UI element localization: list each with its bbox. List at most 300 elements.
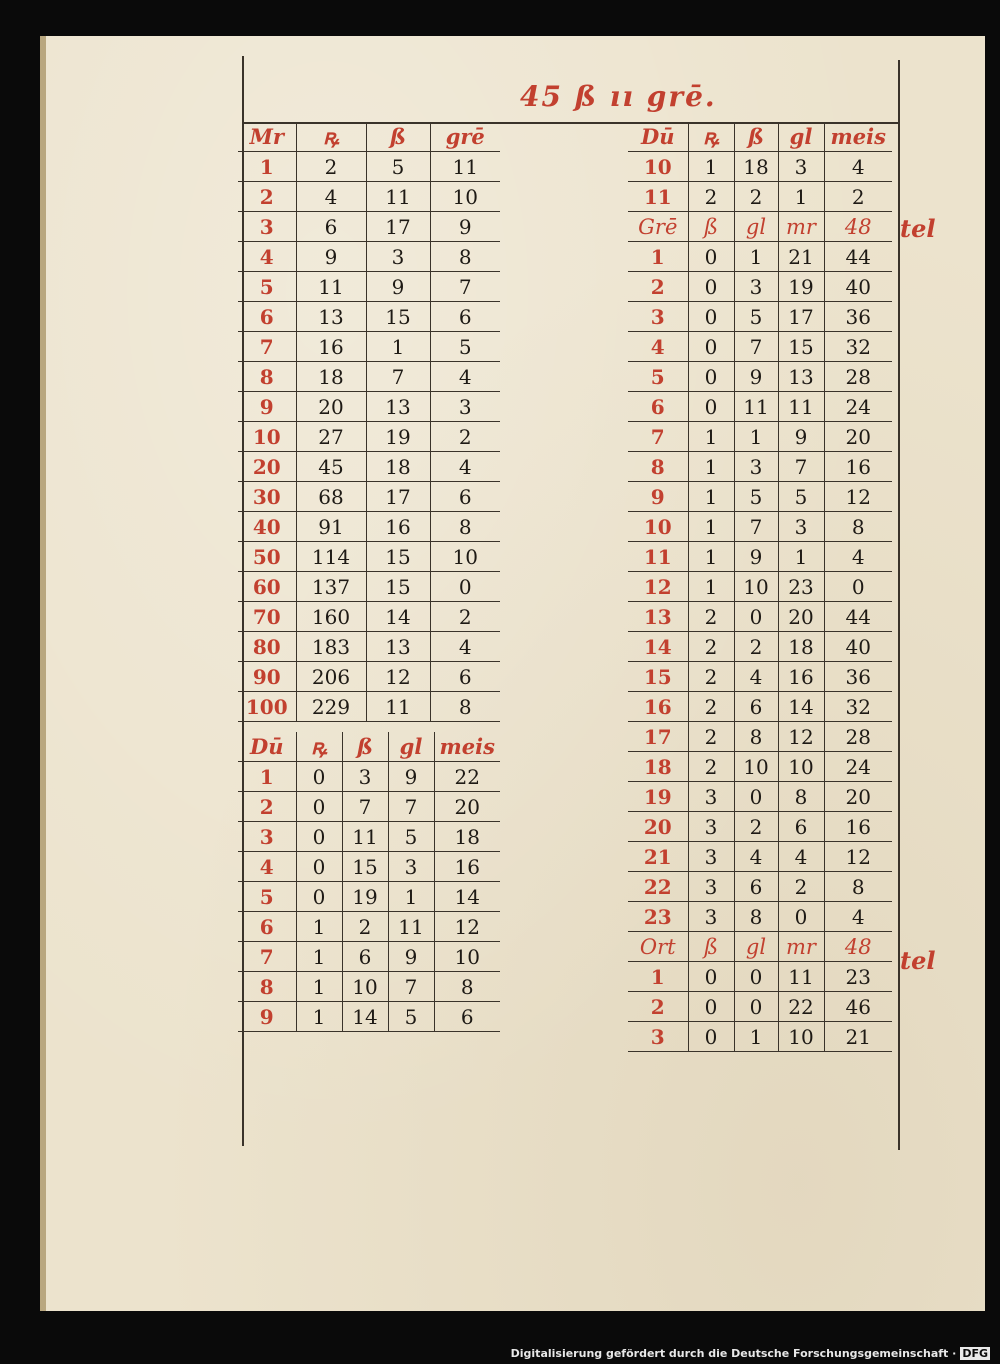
right-table-header xyxy=(628,122,892,152)
table-cell: 9 xyxy=(734,362,778,392)
col-header: Ort xyxy=(628,932,688,962)
table-cell: 3 xyxy=(778,152,824,182)
table-cell: 14 xyxy=(434,882,500,912)
table-cell: 0 xyxy=(296,822,342,852)
table-row xyxy=(238,392,500,422)
table-cell: 10 xyxy=(734,572,778,602)
table-row xyxy=(238,182,500,212)
table-cell: 4 xyxy=(778,842,824,872)
row-key-cell: 2 xyxy=(628,272,688,302)
table-row xyxy=(628,752,892,782)
table-cell: 5 xyxy=(388,1002,434,1032)
table-cell: 7 xyxy=(734,512,778,542)
table-row xyxy=(628,452,892,482)
table-cell: 1 xyxy=(688,422,734,452)
table-cell: 2 xyxy=(734,632,778,662)
table-cell: 68 xyxy=(296,482,366,512)
table-row xyxy=(238,452,500,482)
table-cell: 7 xyxy=(388,792,434,822)
row-key-cell: 5 xyxy=(238,272,296,302)
row-key-cell: 17 xyxy=(628,722,688,752)
table-row xyxy=(628,842,892,872)
table-cell: 4 xyxy=(824,902,892,932)
col-header: gl xyxy=(388,732,434,762)
table-cell: 13 xyxy=(366,632,430,662)
left-table xyxy=(238,122,500,722)
table-cell: 28 xyxy=(824,362,892,392)
table-cell: 3 xyxy=(366,242,430,272)
col-header: ꝶ xyxy=(688,122,734,152)
table-row xyxy=(628,392,892,422)
table-row xyxy=(238,542,500,572)
table-cell: 0 xyxy=(296,852,342,882)
table-cell: 5 xyxy=(430,332,500,362)
row-key-cell: 9 xyxy=(238,1002,296,1032)
table-cell: 4 xyxy=(296,182,366,212)
table-cell: 10 xyxy=(778,1022,824,1052)
table-cell: 15 xyxy=(366,542,430,572)
col-header: meis xyxy=(824,122,892,152)
table-cell: 6 xyxy=(430,482,500,512)
table-cell: 9 xyxy=(388,942,434,972)
table-cell: 4 xyxy=(430,452,500,482)
footer-text: Digitalisierung gefördert durch die Deutsche Forschungsgemeinschaft · xyxy=(510,1347,957,1360)
table-cell: 1 xyxy=(688,482,734,512)
col-header: ß xyxy=(688,932,734,962)
table-cell: 18 xyxy=(778,632,824,662)
section-header-row xyxy=(628,212,892,242)
table-cell: 22 xyxy=(778,992,824,1022)
col-header: ꝶ xyxy=(296,732,342,762)
table-row xyxy=(238,692,500,722)
table-cell: 2 xyxy=(342,912,388,942)
table-cell: 20 xyxy=(824,422,892,452)
table-cell: 5 xyxy=(388,822,434,852)
table-cell: 206 xyxy=(296,662,366,692)
table-cell: 10 xyxy=(430,542,500,572)
row-key-cell: 11 xyxy=(628,542,688,572)
table-cell: 2 xyxy=(688,182,734,212)
table-cell: 0 xyxy=(734,962,778,992)
col-header: gl xyxy=(734,932,778,962)
table-cell: 28 xyxy=(824,722,892,752)
table-cell: 1 xyxy=(296,972,342,1002)
table-cell: 18 xyxy=(734,152,778,182)
table-cell: 0 xyxy=(688,962,734,992)
table-cell: 8 xyxy=(434,972,500,1002)
page-header: 45 ß ıı grē. xyxy=(520,80,717,113)
table-cell: 3 xyxy=(688,872,734,902)
table-row xyxy=(238,912,500,942)
table-cell: 6 xyxy=(434,1002,500,1032)
table-cell: 40 xyxy=(824,632,892,662)
table-cell: 13 xyxy=(778,362,824,392)
left-table-header xyxy=(238,122,500,152)
table-cell: 5 xyxy=(734,302,778,332)
table-cell: 8 xyxy=(734,722,778,752)
table-cell: 6 xyxy=(430,302,500,332)
table-cell: 18 xyxy=(366,452,430,482)
table-cell: 17 xyxy=(778,302,824,332)
table-cell: 8 xyxy=(778,782,824,812)
table-cell: 0 xyxy=(688,242,734,272)
table-cell: 8 xyxy=(734,902,778,932)
row-key-cell: 50 xyxy=(238,542,296,572)
table-cell: 11 xyxy=(734,392,778,422)
table-row xyxy=(238,512,500,542)
table-cell: 0 xyxy=(824,572,892,602)
table-cell: 16 xyxy=(824,452,892,482)
table-cell: 2 xyxy=(688,632,734,662)
table-cell: 4 xyxy=(430,362,500,392)
table-cell: 2 xyxy=(296,152,366,182)
table-row xyxy=(628,152,892,182)
row-key-cell: 5 xyxy=(628,362,688,392)
col-header: meis xyxy=(434,732,500,762)
col-header: 48 xyxy=(824,212,892,242)
table-cell: 1 xyxy=(296,912,342,942)
col-header: grē xyxy=(430,122,500,152)
table-cell: 16 xyxy=(824,812,892,842)
table-cell: 4 xyxy=(734,842,778,872)
table-cell: 12 xyxy=(366,662,430,692)
table-cell: 2 xyxy=(430,422,500,452)
table-cell: 11 xyxy=(430,152,500,182)
table-cell: 24 xyxy=(824,752,892,782)
table-cell: 1 xyxy=(734,242,778,272)
table-cell: 3 xyxy=(688,902,734,932)
row-key-cell: 10 xyxy=(628,512,688,542)
table-cell: 20 xyxy=(824,782,892,812)
row-key-cell: 5 xyxy=(238,882,296,912)
table-cell: 1 xyxy=(688,152,734,182)
table-cell: 1 xyxy=(778,542,824,572)
table-cell: 21 xyxy=(824,1022,892,1052)
row-key-cell: 30 xyxy=(238,482,296,512)
table-cell: 2 xyxy=(688,662,734,692)
table-cell: 160 xyxy=(296,602,366,632)
table-cell: 183 xyxy=(296,632,366,662)
table-cell: 16 xyxy=(778,662,824,692)
table-cell: 0 xyxy=(430,572,500,602)
table-cell: 46 xyxy=(824,992,892,1022)
col-header: gl xyxy=(778,122,824,152)
table-cell: 13 xyxy=(366,392,430,422)
table-cell: 15 xyxy=(342,852,388,882)
table-cell: 17 xyxy=(366,212,430,242)
table-row xyxy=(628,1022,892,1052)
table-cell: 3 xyxy=(430,392,500,422)
table-row xyxy=(238,792,500,822)
table-row xyxy=(628,572,892,602)
table-cell: 0 xyxy=(688,992,734,1022)
table-cell: 2 xyxy=(824,182,892,212)
row-key-cell: 60 xyxy=(238,572,296,602)
table-cell: 10 xyxy=(778,752,824,782)
table-row xyxy=(628,332,892,362)
table-cell: 7 xyxy=(342,792,388,822)
row-key-cell: 3 xyxy=(628,302,688,332)
table-row xyxy=(628,512,892,542)
table-cell: 1 xyxy=(388,882,434,912)
row-key-cell: 9 xyxy=(628,482,688,512)
footer xyxy=(511,1347,990,1360)
table-row xyxy=(628,242,892,272)
table-row xyxy=(238,272,500,302)
row-key-cell: 18 xyxy=(628,752,688,782)
col-header: ß xyxy=(366,122,430,152)
table-cell: 3 xyxy=(734,272,778,302)
table-cell: 0 xyxy=(688,332,734,362)
row-key-cell: 13 xyxy=(628,602,688,632)
table-cell: 2 xyxy=(688,692,734,722)
table-cell: 12 xyxy=(824,842,892,872)
row-key-cell: 6 xyxy=(238,302,296,332)
table-cell: 1 xyxy=(296,942,342,972)
table-cell: 10 xyxy=(430,182,500,212)
table-cell: 5 xyxy=(778,482,824,512)
table-row xyxy=(238,662,500,692)
table-cell: 91 xyxy=(296,512,366,542)
table-cell: 12 xyxy=(824,482,892,512)
row-key-cell: 6 xyxy=(238,912,296,942)
row-key-cell: 19 xyxy=(628,782,688,812)
table-cell: 2 xyxy=(734,182,778,212)
table-cell: 2 xyxy=(778,872,824,902)
table-cell: 11 xyxy=(342,822,388,852)
table-cell: 20 xyxy=(778,602,824,632)
table-cell: 0 xyxy=(296,762,342,792)
table-cell: 20 xyxy=(296,392,366,422)
table-row xyxy=(238,302,500,332)
left-subtable xyxy=(238,732,500,1032)
table-row xyxy=(238,332,500,362)
table-cell: 1 xyxy=(688,542,734,572)
table-cell: 4 xyxy=(430,632,500,662)
table-cell: 3 xyxy=(734,452,778,482)
table-row xyxy=(238,942,500,972)
table-cell: 9 xyxy=(296,242,366,272)
table-cell: 19 xyxy=(778,272,824,302)
row-key-cell: 12 xyxy=(628,572,688,602)
table-row xyxy=(238,632,500,662)
table-cell: 44 xyxy=(824,602,892,632)
table-cell: 2 xyxy=(688,752,734,782)
table-cell: 0 xyxy=(688,302,734,332)
col-header: ß xyxy=(688,212,734,242)
col-header: Grē xyxy=(628,212,688,242)
col-header: 48 xyxy=(824,932,892,962)
table-cell: 18 xyxy=(434,822,500,852)
col-header: ß xyxy=(734,122,778,152)
table-cell: 2 xyxy=(430,602,500,632)
table-cell: 1 xyxy=(688,452,734,482)
table-cell: 23 xyxy=(824,962,892,992)
table-cell: 1 xyxy=(688,512,734,542)
right-table xyxy=(628,122,892,1052)
row-key-cell: 3 xyxy=(238,822,296,852)
col-header: gl xyxy=(734,212,778,242)
table-cell: 0 xyxy=(296,882,342,912)
table-row xyxy=(628,542,892,572)
table-cell: 14 xyxy=(366,602,430,632)
table-cell: 45 xyxy=(296,452,366,482)
table-cell: 2 xyxy=(688,602,734,632)
table-cell: 3 xyxy=(778,512,824,542)
table-row xyxy=(628,272,892,302)
table-cell: 15 xyxy=(366,572,430,602)
table-cell: 8 xyxy=(430,512,500,542)
table-cell: 32 xyxy=(824,692,892,722)
row-key-cell: 16 xyxy=(628,692,688,722)
table-cell: 20 xyxy=(434,792,500,822)
row-key-cell: 1 xyxy=(628,962,688,992)
table-row xyxy=(628,692,892,722)
table-row xyxy=(628,872,892,902)
table-cell: 16 xyxy=(434,852,500,882)
row-key-cell: 20 xyxy=(238,452,296,482)
table-cell: 6 xyxy=(430,662,500,692)
row-key-cell: 100 xyxy=(238,692,296,722)
col-header: mr xyxy=(778,212,824,242)
table-row xyxy=(238,822,500,852)
row-key-cell: 7 xyxy=(238,332,296,362)
table-cell: 7 xyxy=(430,272,500,302)
table-row xyxy=(238,152,500,182)
table-cell: 5 xyxy=(734,482,778,512)
table-cell: 11 xyxy=(366,182,430,212)
row-key-cell: 3 xyxy=(238,212,296,242)
table-cell: 7 xyxy=(366,362,430,392)
table-cell: 11 xyxy=(388,912,434,942)
col-header: ꝶ xyxy=(296,122,366,152)
row-key-cell: 1 xyxy=(238,152,296,182)
table-cell: 3 xyxy=(688,842,734,872)
gre-side-label: tel xyxy=(900,214,936,243)
table-cell: 15 xyxy=(778,332,824,362)
table-row xyxy=(238,882,500,912)
table-cell: 14 xyxy=(778,692,824,722)
table-cell: 8 xyxy=(824,872,892,902)
table-cell: 3 xyxy=(688,782,734,812)
row-key-cell: 2 xyxy=(238,792,296,822)
table-row xyxy=(628,302,892,332)
table-cell: 9 xyxy=(430,212,500,242)
table-row xyxy=(238,602,500,632)
table-cell: 6 xyxy=(734,692,778,722)
row-key-cell: 1 xyxy=(628,242,688,272)
table-cell: 10 xyxy=(734,752,778,782)
table-cell: 22 xyxy=(434,762,500,792)
table-cell: 19 xyxy=(366,422,430,452)
table-row xyxy=(628,962,892,992)
row-key-cell: 4 xyxy=(628,332,688,362)
table-row xyxy=(628,782,892,812)
table-cell: 0 xyxy=(778,902,824,932)
table-cell: 0 xyxy=(688,272,734,302)
table-cell: 9 xyxy=(778,422,824,452)
table-row xyxy=(628,722,892,752)
table-row xyxy=(238,482,500,512)
table-cell: 8 xyxy=(430,242,500,272)
table-row xyxy=(628,632,892,662)
table-cell: 4 xyxy=(734,662,778,692)
table-cell: 24 xyxy=(824,392,892,422)
table-cell: 1 xyxy=(778,182,824,212)
col-header: Dū xyxy=(238,732,296,762)
table-cell: 2 xyxy=(734,812,778,842)
table-cell: 27 xyxy=(296,422,366,452)
row-key-cell: 15 xyxy=(628,662,688,692)
table-cell: 44 xyxy=(824,242,892,272)
table-cell: 9 xyxy=(734,542,778,572)
table-cell: 0 xyxy=(734,602,778,632)
table-cell: 0 xyxy=(734,992,778,1022)
table-cell: 13 xyxy=(296,302,366,332)
row-key-cell: 70 xyxy=(238,602,296,632)
table-row xyxy=(628,362,892,392)
section-header-row xyxy=(628,932,892,962)
row-key-cell: 3 xyxy=(628,1022,688,1052)
row-key-cell: 2 xyxy=(628,992,688,1022)
table-cell: 11 xyxy=(296,272,366,302)
row-key-cell: 8 xyxy=(238,972,296,1002)
row-key-cell: 14 xyxy=(628,632,688,662)
table-cell: 9 xyxy=(366,272,430,302)
row-key-cell: 7 xyxy=(238,942,296,972)
col-header: Dū xyxy=(628,122,688,152)
table-cell: 10 xyxy=(434,942,500,972)
table-row xyxy=(628,422,892,452)
table-cell: 15 xyxy=(366,302,430,332)
table-cell: 137 xyxy=(296,572,366,602)
row-key-cell: 80 xyxy=(238,632,296,662)
left-subtable-header xyxy=(238,732,500,762)
table-cell: 3 xyxy=(342,762,388,792)
row-key-cell: 22 xyxy=(628,872,688,902)
table-cell: 114 xyxy=(296,542,366,572)
table-row xyxy=(238,762,500,792)
table-row xyxy=(238,1002,500,1032)
table-cell: 17 xyxy=(366,482,430,512)
table-cell: 0 xyxy=(734,782,778,812)
table-cell: 1 xyxy=(366,332,430,362)
row-key-cell: 20 xyxy=(628,812,688,842)
table-cell: 0 xyxy=(296,792,342,822)
table-cell: 0 xyxy=(688,362,734,392)
row-key-cell: 11 xyxy=(628,182,688,212)
table-cell: 7 xyxy=(778,452,824,482)
table-cell: 16 xyxy=(366,512,430,542)
table-cell: 6 xyxy=(296,212,366,242)
table-cell: 36 xyxy=(824,302,892,332)
col-header: Mr xyxy=(238,122,296,152)
table-row xyxy=(628,992,892,1022)
table-cell: 16 xyxy=(296,332,366,362)
table-cell: 0 xyxy=(688,392,734,422)
table-cell: 0 xyxy=(688,1022,734,1052)
col-header: mr xyxy=(778,932,824,962)
table-cell: 11 xyxy=(366,692,430,722)
table-cell: 8 xyxy=(824,512,892,542)
row-key-cell: 1 xyxy=(238,762,296,792)
table-cell: 23 xyxy=(778,572,824,602)
row-key-cell: 8 xyxy=(238,362,296,392)
table-cell: 7 xyxy=(388,972,434,1002)
table-cell: 6 xyxy=(778,812,824,842)
row-key-cell: 10 xyxy=(238,422,296,452)
table-cell: 8 xyxy=(430,692,500,722)
